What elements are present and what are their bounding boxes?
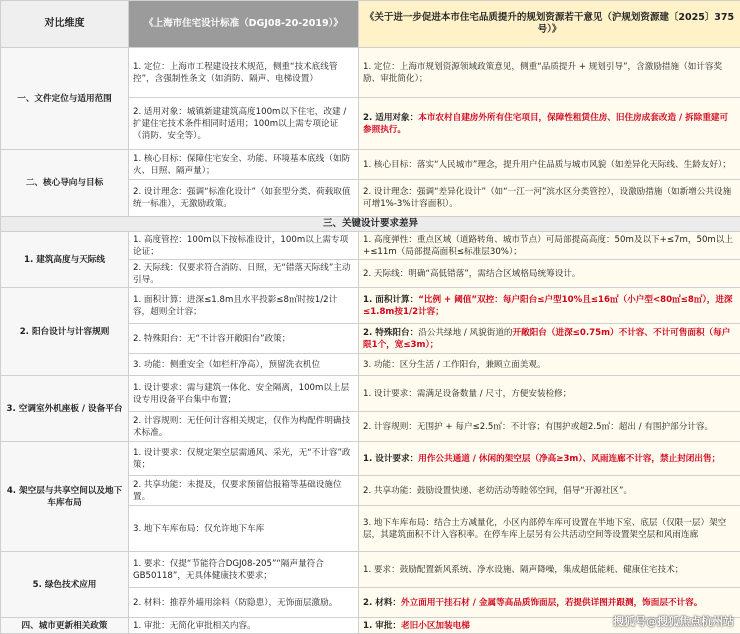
standard-cell: 1. 高度管控：100m以下按标准设计，100m以上需专项论证； bbox=[129, 232, 359, 260]
highlight-text: “比例 + 阈值”双控：每户阳台≤户型10%且≤16㎡（小户型<80㎡≤8㎡），进深≤1.8m按1/2计容； bbox=[363, 295, 733, 317]
opinion-cell: 2. 计容规则：无围护 + 每户≤2.5㎡：不计容；有围护或超2.5㎡：超出 / 有围护部分计容。 bbox=[359, 412, 740, 442]
header-dimension: 对比维度 bbox=[1, 1, 129, 48]
table-row bbox=[1, 48, 740, 98]
opinion-cell bbox=[359, 48, 740, 98]
header-standard: 《上海市住宅设计标准（DGJ08-20-2019）》 bbox=[129, 1, 359, 48]
opinion-cell: 2. 设计理念：强调“差异化设计”（如“一江一河”滨水区分类管控），设激励措施（如新增公共设施可增1%-3%计容面积）。 bbox=[359, 180, 740, 217]
section-row bbox=[1, 217, 740, 232]
opinion-cell: 1. 设计要求：需满足设备数量 / 尺寸，方便安装检修； bbox=[359, 376, 740, 412]
table-row bbox=[1, 288, 740, 324]
row-dimension: 4. 架空层与共享空间以及地下车库布局 bbox=[1, 442, 129, 552]
cell-text: 上海市规划资源领域政策意见，侧重“品质提升 + 规划引导”，含激励措施（如计容奖励、审批简化）； bbox=[363, 62, 722, 84]
row-dimension: 二、核心导向与目标 bbox=[1, 150, 129, 217]
standard-cell: 3. 地下车库布局：仅允许地下车库 bbox=[129, 506, 359, 552]
cell-label: 1. 审批： bbox=[363, 621, 401, 631]
standard-cell: 2. 特殊阳台：无“不计容开敞阳台”政策； bbox=[129, 324, 359, 354]
row-dimension: 四、城市更新相关政策 bbox=[1, 618, 129, 634]
standard-cell: 1. 面积计算：进深≤1.8m且水平投影≤8㎡时按1/2计容，超则全计容； bbox=[129, 288, 359, 324]
opinion-cell: 2. 天际线：明确“高低错落”，需结合区域格局统筹设计。 bbox=[359, 260, 740, 288]
opinion-cell: 1. 高度弹性：重点区域（道路转角、城市节点）可局部提高高度：50m及以下+≤7m，50m以上+≤11m（局部提高面积≤标准层30%）； bbox=[359, 232, 740, 260]
standard-cell: 2. 设计理念：强调“标准化设计”（如套型分类、荷载取值统一标准），无激励政策。 bbox=[129, 180, 359, 217]
row-dimension: 1. 建筑高度与天际线 bbox=[1, 232, 129, 288]
standard-cell: 1. 设计要求：需与建筑一体化、安全隔离，100m以上层设专用设备平台集中布置； bbox=[129, 376, 359, 412]
highlight-text: 外立面用干挂石材 / 金属等高品质饰面层，若提供详图并跟测，饰面层不计容。 bbox=[401, 598, 702, 608]
header-opinion: 《关于进一步促进本市住宅品质提升的规划资源若干意见（沪规划资源建〔2025〕375号）》 bbox=[359, 1, 740, 48]
watermark: 搜狐号@搜狐焦点杭州站 bbox=[613, 613, 734, 629]
row-dimension: 5. 绿色技术应用 bbox=[1, 552, 129, 618]
opinion-cell bbox=[359, 288, 740, 324]
cell-label: 1. 面积计算： bbox=[363, 295, 418, 305]
standard-cell: 1. 核心目标：保障住宅安全、功能、环境基本底线（如防火、日照、隔声量）； bbox=[129, 150, 359, 180]
highlight-text: 用作公共通道 / 休闲的架空层（净高≥3m）、风雨连廊不计容，禁止封闭出售； bbox=[418, 454, 720, 464]
cell-text: 沿公共绿地 / 风貌街道的 bbox=[418, 328, 512, 338]
opinion-cell: 3. 地下车库布局：结合土方减量化，小区内部停车库可设置在半地下室、底层（仅限一层）架空层，其建筑面积不计入容积率。在停车库上层另有公共活动空间等设置架空层和风雨连廊 bbox=[359, 506, 740, 552]
opinion-cell bbox=[359, 324, 740, 354]
row-dimension: 3. 空调室外机座板 / 设备平台 bbox=[1, 376, 129, 442]
standard-cell: 2. 计容规则：无任何计容相关规定，仅作为构配件明确技术标准。 bbox=[129, 412, 359, 442]
table-row bbox=[1, 552, 740, 588]
table-row bbox=[1, 232, 740, 260]
opinion-cell: 1. 核心目标：落实“人民城市”理念，提升用户住品质与城市风貌（如差异化天际线、生龄友好）； bbox=[359, 150, 740, 180]
cell-label: 2. 特殊阳台： bbox=[363, 328, 418, 338]
table-row bbox=[1, 376, 740, 412]
table-header bbox=[1, 1, 740, 48]
standard-cell: 2. 适用对象：城镇新建建筑高度100m以下住宅，改建 / 扩建住宅技术条件相同时适用；100m以上需专项论证（消防、安全等）。 bbox=[129, 98, 359, 150]
section-title: 三、关键设计要求差异 bbox=[1, 217, 740, 232]
standard-cell: 1. 定位：上海市工程建设技术规范，侧重“技术底线管控”，含强制性条文（如消防、隔声、电梯设置） bbox=[129, 48, 359, 98]
opinion-cell bbox=[359, 98, 740, 150]
opinion-cell: 3. 功能：区分生活 / 工作阳台，兼顾立面美观。 bbox=[359, 354, 740, 376]
highlight-text: 老旧小区加装电梯 bbox=[401, 621, 470, 631]
cell-label: 2. 适用对象： bbox=[363, 113, 418, 123]
standard-cell: 3. 功能：侧重安全（如栏杆净高），预留洗衣机位 bbox=[129, 354, 359, 376]
standard-cell: 2. 天际线：仅要求符合消防、日照，无“错落天际线”主动引导。 bbox=[129, 260, 359, 288]
cell-label: 1. 定位： bbox=[363, 62, 400, 72]
standard-cell: 1. 要求：仅提“节能符合DGJ08-205”“隔声量符合GB50118”，无具体健康技术要求； bbox=[129, 552, 359, 588]
row-dimension: 一、文件定位与适用范围 bbox=[1, 48, 129, 150]
table-row bbox=[1, 442, 740, 476]
standard-cell: 2. 材料：推荐外墙用涂料（防隐患），无饰面层激励。 bbox=[129, 588, 359, 618]
row-dimension: 2. 阳台设计与计容规则 bbox=[1, 288, 129, 376]
standard-cell: 2. 共享功能：未提及，仅要求预留信报箱等基础设施位置。 bbox=[129, 476, 359, 506]
highlight-text: 开敞阳台（进深≤0.75m）不计容、不计可售面积（每户限1个，宽≤3m）； bbox=[363, 328, 730, 350]
highlight-text: 本市农村自建房外所有住宅项目，保障性租赁住房、旧住房成套改造 / 拆除重建可参照执行。 bbox=[363, 113, 728, 135]
opinion-cell bbox=[359, 442, 740, 476]
table-row bbox=[1, 150, 740, 180]
cell-label: 2. 材料： bbox=[363, 598, 401, 608]
standard-cell: 1. 审批：无简化审批相关内容。 bbox=[129, 618, 359, 634]
opinion-cell: 1. 要求：鼓励配置新风系统、净水设施、隔声降噪，集成超低能耗、健康住宅技术； bbox=[359, 552, 740, 588]
opinion-cell: 2. 共享功能：鼓励设置快递、老幼活动等睦邻空间，倡导“开源社区”。 bbox=[359, 476, 740, 506]
standard-cell: 1. 设计要求：仅规定架空层需通风、采光，无“不计容”政策； bbox=[129, 442, 359, 476]
cell-label: 1. 设计要求： bbox=[363, 454, 418, 464]
